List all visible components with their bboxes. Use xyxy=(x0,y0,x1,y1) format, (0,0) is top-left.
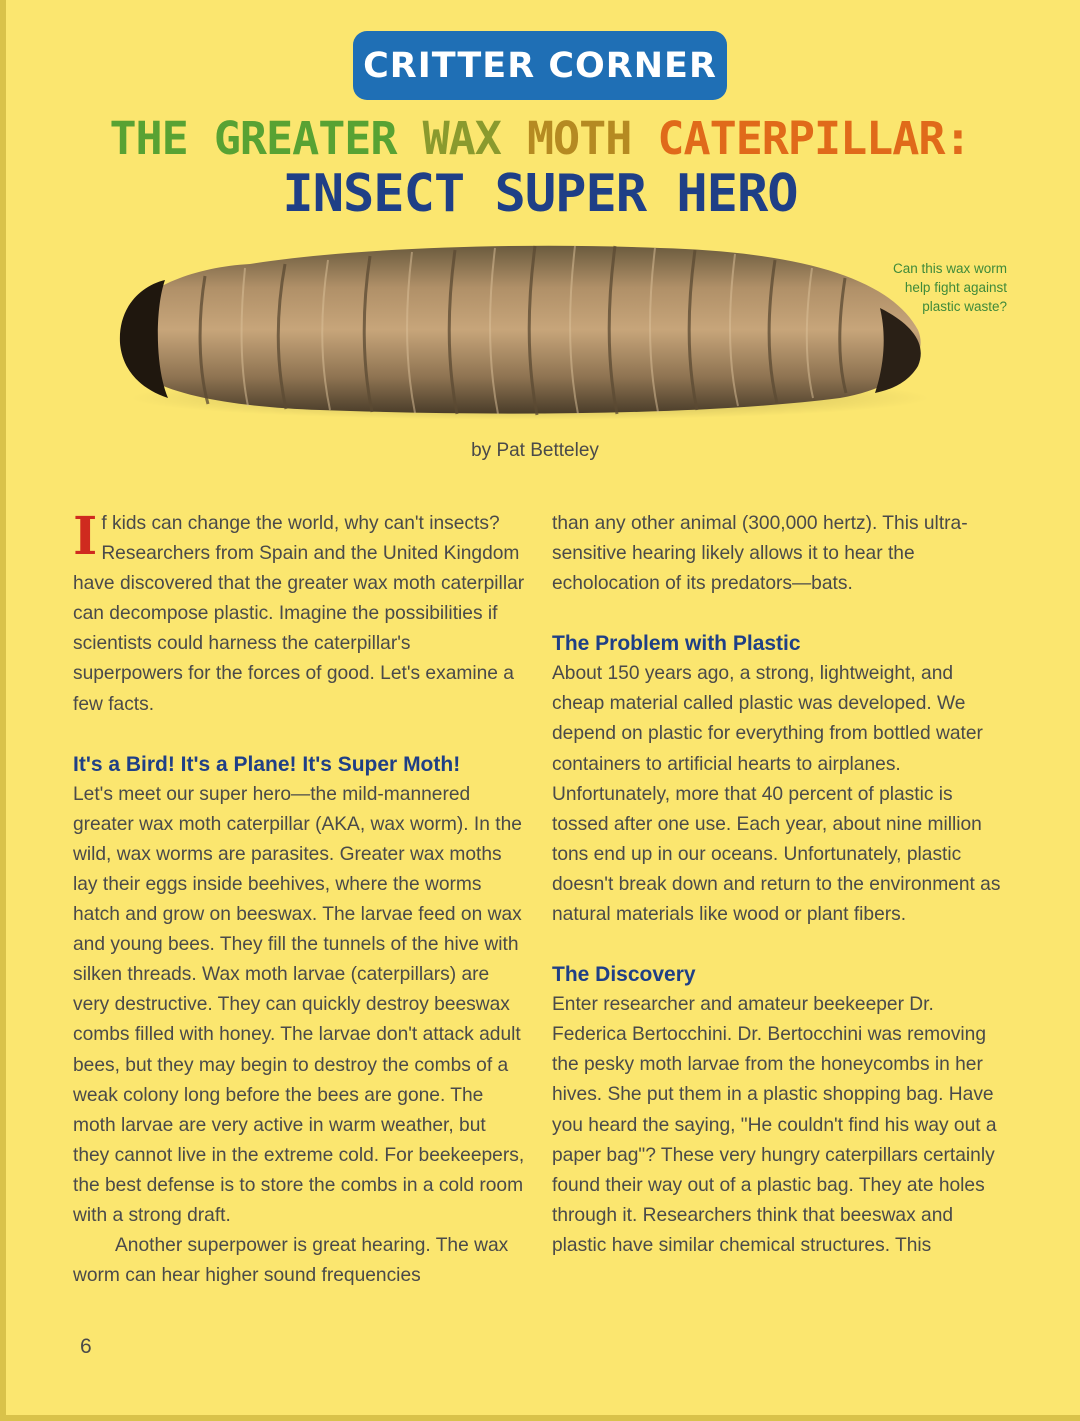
title-word-wax: WAX xyxy=(422,112,501,165)
body-paragraph: About 150 years ago, a strong, lightweight, and cheap material called plastic was developed. We depend on plastic for everything from bottled water containers to artificial hearts to airplanes. Unfortunately, more that 40 percent of plastic is tossed after one use. Each year, about nine million tons end up in our oceans. Unfortunately, plastic doesn't break down and return to the environment as natural materials like wood or plant fibers. xyxy=(552,663,1001,926)
title-line-2: INSECT SUPER HERO xyxy=(282,164,798,224)
critter-corner-banner xyxy=(353,31,727,100)
intro-text: f kids can change the world, why can't insects? Researchers from Spain and the United Kingdom have discovered that the greater wax moth caterpillar can decompose plastic. Imagine the possibilities if scientists could harness the caterpillar's superpowers for the forces of good. Let's examine a few facts. xyxy=(73,513,525,715)
body-paragraph: Another superpower is great hearing. The wax worm can hear higher sound frequencies xyxy=(73,1235,509,1287)
intro-paragraph xyxy=(73,506,525,720)
section-heading-discovery: The Discovery xyxy=(552,963,696,987)
title-line-1 xyxy=(0,112,1080,165)
section-heading-problem-plastic: The Problem with Plastic xyxy=(552,632,801,656)
body-paragraph: Enter researcher and amateur beekeeper Dr. Federica Bertocchini. Dr. Bertocchini was removing the pesky moth larvae from the honeycombs in her hives. She put them in a plastic shopping bag. Have you heard the saying, "He couldn't find his way out a paper bag"? These very hungry caterpillars certainly found their way out of a plastic bag. They ate holes through it. Researchers think that beeswax and plastic have similar chemical structures. This xyxy=(552,994,997,1256)
page-number: 6 xyxy=(80,1335,92,1358)
section-heading-super-moth: It's a Bird! It's a Plane! It's Super Moth! xyxy=(73,752,461,776)
title-word-caterpillar: CATERPILLAR: xyxy=(657,112,971,165)
drop-cap: I xyxy=(73,506,98,567)
banner-label: CRITTER CORNER xyxy=(363,45,717,86)
left-column xyxy=(73,506,525,1291)
title-word-greater: THE GREATER xyxy=(109,112,397,165)
byline: by Pat Betteley xyxy=(471,440,599,461)
page-bottom-edge xyxy=(0,1415,1080,1421)
caption-line: help fight against xyxy=(904,280,1007,295)
title-word-moth: MOTH xyxy=(526,112,632,165)
wax-worm-photo xyxy=(100,238,940,428)
body-paragraph: Let's meet our super hero—the mild-mannered greater wax moth caterpillar (AKA, wax worm). In the wild, wax worms are parasites. Greater wax moths lay their eggs inside beehives, where the worms hatch and grow on beeswax. The larvae feed on wax and young bees. They fill the tunnels of the hive with silken threads. Wax moth larvae (caterpillars) are very destructive. They can quickly destroy beeswax combs filled with honey. The larvae don't attack adult bees, but they may begin to destroy the combs of a weak colony long before the bees are gone. The moth larvae are very active in warm weather, but they cannot live in the extreme cold. For beekeepers, the best defense is to store the combs in a cold room with a strong draft. xyxy=(73,783,525,1226)
body-paragraph: than any other animal (300,000 hertz). This ultra-sensitive hearing likely allows it to hear the echolocation of its predators—bats. xyxy=(552,513,968,595)
photo-caption xyxy=(850,259,1007,316)
caption-line: Can this wax worm xyxy=(892,261,1007,276)
right-column xyxy=(552,509,1008,1261)
caption-line: plastic waste? xyxy=(922,299,1007,314)
